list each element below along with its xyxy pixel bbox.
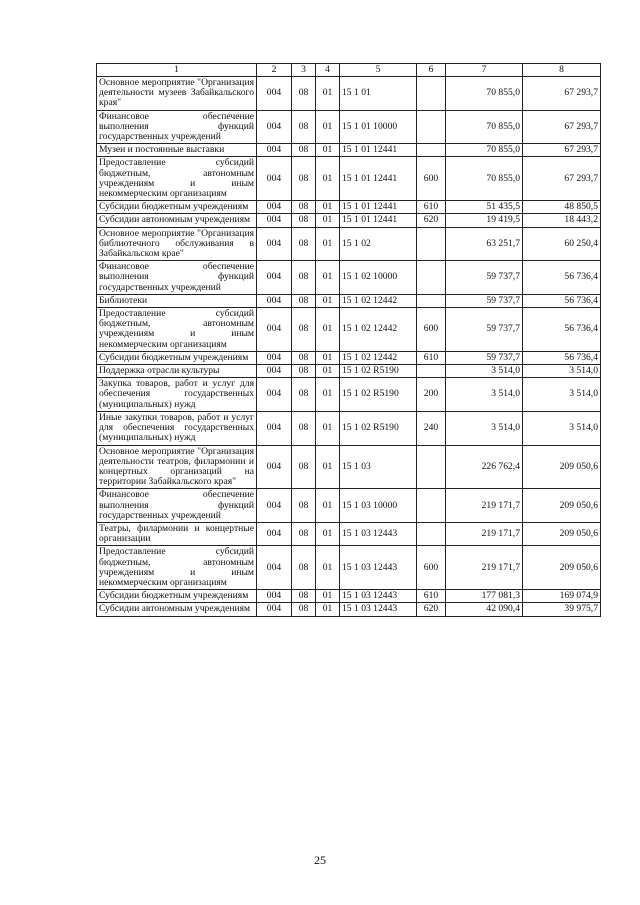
amount-cell: 56 736,4 xyxy=(523,351,601,364)
section-code-cell: 08 xyxy=(292,365,316,378)
table-row xyxy=(97,522,601,545)
subsection-code-cell: 01 xyxy=(316,110,340,144)
section-code-cell: 08 xyxy=(292,590,316,603)
column-header: 1 xyxy=(97,64,257,77)
ministry-code-cell: 004 xyxy=(257,351,292,364)
expense-type-cell xyxy=(417,522,446,545)
ministry-code-cell: 004 xyxy=(257,378,292,412)
row-name-cell: Предоставление субсидий бюджетным, автономным учреждениям и иным некоммерческим организациям xyxy=(97,157,257,201)
section-code-cell: 08 xyxy=(292,227,316,261)
amount-cell: 63 251,7 xyxy=(446,227,523,261)
ministry-code-cell: 004 xyxy=(257,546,292,590)
subsection-code-cell: 01 xyxy=(316,489,340,523)
expense-type-cell: 610 xyxy=(417,590,446,603)
amount-cell: 67 293,7 xyxy=(523,144,601,157)
target-article-cell: 15 1 01 12441 xyxy=(340,214,417,227)
expense-type-cell: 610 xyxy=(417,351,446,364)
amount-cell: 226 762,4 xyxy=(446,445,523,489)
target-article-cell: 15 1 03 10000 xyxy=(340,489,417,523)
subsection-code-cell: 01 xyxy=(316,77,340,111)
amount-cell: 59 737,7 xyxy=(446,308,523,352)
table-row xyxy=(97,411,601,445)
section-code-cell: 08 xyxy=(292,351,316,364)
ministry-code-cell: 004 xyxy=(257,445,292,489)
ministry-code-cell: 004 xyxy=(257,201,292,214)
amount-cell: 19 419,5 xyxy=(446,214,523,227)
ministry-code-cell: 004 xyxy=(257,110,292,144)
row-name-cell: Библиотеки xyxy=(97,294,257,307)
target-article-cell: 15 1 02 R5190 xyxy=(340,378,417,412)
subsection-code-cell: 01 xyxy=(316,445,340,489)
expense-type-cell: 610 xyxy=(417,201,446,214)
amount-cell: 70 855,0 xyxy=(446,157,523,201)
row-name-cell: Основное мероприятие "Организация деятельности театров, филармонии и концертных организаций на территории Забайкальского края" xyxy=(97,445,257,489)
ministry-code-cell: 004 xyxy=(257,157,292,201)
column-header: 4 xyxy=(316,64,340,77)
amount-cell: 59 737,7 xyxy=(446,261,523,295)
row-name-cell: Основное мероприятие "Организация деятельности музеев Забайкальского края" xyxy=(97,77,257,111)
target-article-cell: 15 1 02 R5190 xyxy=(340,365,417,378)
subsection-code-cell: 01 xyxy=(316,378,340,412)
section-code-cell: 08 xyxy=(292,411,316,445)
ministry-code-cell: 004 xyxy=(257,144,292,157)
row-name-cell: Финансовое обеспечение выполнения функций государственных учреждений xyxy=(97,261,257,295)
subsection-code-cell: 01 xyxy=(316,522,340,545)
expense-type-cell xyxy=(417,144,446,157)
table-row xyxy=(97,378,601,412)
section-code-cell: 08 xyxy=(292,157,316,201)
subsection-code-cell: 01 xyxy=(316,308,340,352)
section-code-cell: 08 xyxy=(292,378,316,412)
expense-type-cell: 240 xyxy=(417,411,446,445)
expense-type-cell xyxy=(417,261,446,295)
section-code-cell: 08 xyxy=(292,294,316,307)
amount-cell: 3 514,0 xyxy=(446,411,523,445)
table-row xyxy=(97,227,601,261)
section-code-cell: 08 xyxy=(292,201,316,214)
ministry-code-cell: 004 xyxy=(257,365,292,378)
amount-cell: 48 850,5 xyxy=(523,201,601,214)
target-article-cell: 15 1 01 12441 xyxy=(340,157,417,201)
expense-type-cell: 620 xyxy=(417,603,446,616)
section-code-cell: 08 xyxy=(292,144,316,157)
amount-cell: 60 250,4 xyxy=(523,227,601,261)
subsection-code-cell: 01 xyxy=(316,294,340,307)
target-article-cell: 15 1 01 12441 xyxy=(340,144,417,157)
subsection-code-cell: 01 xyxy=(316,603,340,616)
ministry-code-cell: 004 xyxy=(257,308,292,352)
amount-cell: 59 737,7 xyxy=(446,294,523,307)
row-name-cell: Иные закупки товаров, работ и услуг для обеспечения государственных (муниципальных) нужд xyxy=(97,411,257,445)
row-name-cell: Субсидии бюджетным учреждениям xyxy=(97,201,257,214)
column-header: 6 xyxy=(417,64,446,77)
ministry-code-cell: 004 xyxy=(257,411,292,445)
row-name-cell: Субсидии автономным учреждениям xyxy=(97,603,257,616)
table-row xyxy=(97,77,601,111)
target-article-cell: 15 1 03 12443 xyxy=(340,546,417,590)
table-row xyxy=(97,603,601,616)
row-name-cell: Субсидии автономным учреждениям xyxy=(97,214,257,227)
ministry-code-cell: 004 xyxy=(257,214,292,227)
table-row xyxy=(97,261,601,295)
section-code-cell: 08 xyxy=(292,603,316,616)
amount-cell: 219 171,7 xyxy=(446,546,523,590)
target-article-cell: 15 1 02 12442 xyxy=(340,308,417,352)
target-article-cell: 15 1 03 xyxy=(340,445,417,489)
column-header: 3 xyxy=(292,64,316,77)
table-row xyxy=(97,201,601,214)
table-body xyxy=(97,77,601,617)
subsection-code-cell: 01 xyxy=(316,365,340,378)
expense-type-cell: 600 xyxy=(417,157,446,201)
section-code-cell: 08 xyxy=(292,308,316,352)
subsection-code-cell: 01 xyxy=(316,201,340,214)
row-name-cell: Предоставление субсидий бюджетным, автономным учреждениям и иным некоммерческим организациям xyxy=(97,546,257,590)
target-article-cell: 15 1 02 R5190 xyxy=(340,411,417,445)
amount-cell: 219 171,7 xyxy=(446,522,523,545)
row-name-cell: Театры, филармонии и концертные организации xyxy=(97,522,257,545)
ministry-code-cell: 004 xyxy=(257,227,292,261)
column-header: 8 xyxy=(523,64,601,77)
table-row xyxy=(97,351,601,364)
ministry-code-cell: 004 xyxy=(257,489,292,523)
amount-cell: 70 855,0 xyxy=(446,110,523,144)
target-article-cell: 15 1 02 xyxy=(340,227,417,261)
subsection-code-cell: 01 xyxy=(316,214,340,227)
table-row xyxy=(97,157,601,201)
table-row xyxy=(97,590,601,603)
table-row xyxy=(97,489,601,523)
amount-cell: 169 074,9 xyxy=(523,590,601,603)
amount-cell: 3 514,0 xyxy=(523,378,601,412)
section-code-cell: 08 xyxy=(292,261,316,295)
page-number: 25 xyxy=(314,853,326,867)
section-code-cell: 08 xyxy=(292,77,316,111)
target-article-cell: 15 1 01 10000 xyxy=(340,110,417,144)
amount-cell: 42 090,4 xyxy=(446,603,523,616)
section-code-cell: 08 xyxy=(292,445,316,489)
section-code-cell: 08 xyxy=(292,546,316,590)
table-row xyxy=(97,445,601,489)
expense-type-cell: 600 xyxy=(417,546,446,590)
amount-cell: 18 443,2 xyxy=(523,214,601,227)
table-row xyxy=(97,294,601,307)
subsection-code-cell: 01 xyxy=(316,351,340,364)
section-code-cell: 08 xyxy=(292,522,316,545)
section-code-cell: 08 xyxy=(292,214,316,227)
amount-cell: 56 736,4 xyxy=(523,294,601,307)
expense-type-cell: 600 xyxy=(417,308,446,352)
ministry-code-cell: 004 xyxy=(257,261,292,295)
expense-type-cell xyxy=(417,110,446,144)
expense-type-cell xyxy=(417,227,446,261)
expense-type-cell: 620 xyxy=(417,214,446,227)
target-article-cell: 15 1 02 12442 xyxy=(340,294,417,307)
target-article-cell: 15 1 03 12443 xyxy=(340,522,417,545)
table-row xyxy=(97,110,601,144)
subsection-code-cell: 01 xyxy=(316,144,340,157)
amount-cell: 3 514,0 xyxy=(446,365,523,378)
expense-type-cell xyxy=(417,365,446,378)
target-article-cell: 15 1 02 12442 xyxy=(340,351,417,364)
ministry-code-cell: 004 xyxy=(257,522,292,545)
expense-type-cell: 200 xyxy=(417,378,446,412)
target-article-cell: 15 1 02 10000 xyxy=(340,261,417,295)
amount-cell: 209 050,6 xyxy=(523,546,601,590)
amount-cell: 67 293,7 xyxy=(523,157,601,201)
amount-cell: 3 514,0 xyxy=(523,365,601,378)
amount-cell: 177 081,3 xyxy=(446,590,523,603)
amount-cell: 67 293,7 xyxy=(523,110,601,144)
expense-type-cell xyxy=(417,294,446,307)
amount-cell: 59 737,7 xyxy=(446,351,523,364)
row-name-cell: Основное мероприятие "Организация библиотечного обслуживания в Забайкальском крае" xyxy=(97,227,257,261)
row-name-cell: Финансовое обеспечение выполнения функций государственных учреждений xyxy=(97,110,257,144)
column-header: 7 xyxy=(446,64,523,77)
row-name-cell: Субсидии бюджетным учреждениям xyxy=(97,351,257,364)
ministry-code-cell: 004 xyxy=(257,603,292,616)
ministry-code-cell: 004 xyxy=(257,77,292,111)
subsection-code-cell: 01 xyxy=(316,546,340,590)
amount-cell: 39 975,7 xyxy=(523,603,601,616)
table-row xyxy=(97,546,601,590)
row-name-cell: Субсидии бюджетным учреждениям xyxy=(97,590,257,603)
subsection-code-cell: 01 xyxy=(316,157,340,201)
ministry-code-cell: 004 xyxy=(257,294,292,307)
subsection-code-cell: 01 xyxy=(316,411,340,445)
table-row xyxy=(97,214,601,227)
expense-type-cell xyxy=(417,489,446,523)
section-code-cell: 08 xyxy=(292,489,316,523)
target-article-cell: 15 1 03 12443 xyxy=(340,603,417,616)
table-row xyxy=(97,308,601,352)
amount-cell: 70 855,0 xyxy=(446,144,523,157)
table-row xyxy=(97,144,601,157)
column-header: 5 xyxy=(340,64,417,77)
header-row xyxy=(97,64,601,77)
target-article-cell: 15 1 01 xyxy=(340,77,417,111)
row-name-cell: Финансовое обеспечение выполнения функций государственных учреждений xyxy=(97,489,257,523)
ministry-code-cell: 004 xyxy=(257,590,292,603)
amount-cell: 56 736,4 xyxy=(523,261,601,295)
subsection-code-cell: 01 xyxy=(316,227,340,261)
amount-cell: 219 171,7 xyxy=(446,489,523,523)
subsection-code-cell: 01 xyxy=(316,261,340,295)
subsection-code-cell: 01 xyxy=(316,590,340,603)
target-article-cell: 15 1 03 12443 xyxy=(340,590,417,603)
row-name-cell: Предоставление субсидий бюджетным, автономным учреждениям и иным некоммерческим организациям xyxy=(97,308,257,352)
amount-cell: 209 050,6 xyxy=(523,522,601,545)
amount-cell: 3 514,0 xyxy=(523,411,601,445)
amount-cell: 209 050,6 xyxy=(523,445,601,489)
row-name-cell: Поддержка отрасли культуры xyxy=(97,365,257,378)
table-row xyxy=(97,365,601,378)
amount-cell: 51 435,5 xyxy=(446,201,523,214)
amount-cell: 67 293,7 xyxy=(523,77,601,111)
amount-cell: 3 514,0 xyxy=(446,378,523,412)
row-name-cell: Закупка товаров, работ и услуг для обеспечения государственных (муниципальных) нужд xyxy=(97,378,257,412)
budget-table xyxy=(96,63,601,617)
amount-cell: 209 050,6 xyxy=(523,489,601,523)
amount-cell: 70 855,0 xyxy=(446,77,523,111)
section-code-cell: 08 xyxy=(292,110,316,144)
amount-cell: 56 736,4 xyxy=(523,308,601,352)
column-header: 2 xyxy=(257,64,292,77)
row-name-cell: Музеи и постоянные выставки xyxy=(97,144,257,157)
expense-type-cell xyxy=(417,77,446,111)
table-header xyxy=(97,64,601,77)
expense-type-cell xyxy=(417,445,446,489)
target-article-cell: 15 1 01 12441 xyxy=(340,201,417,214)
